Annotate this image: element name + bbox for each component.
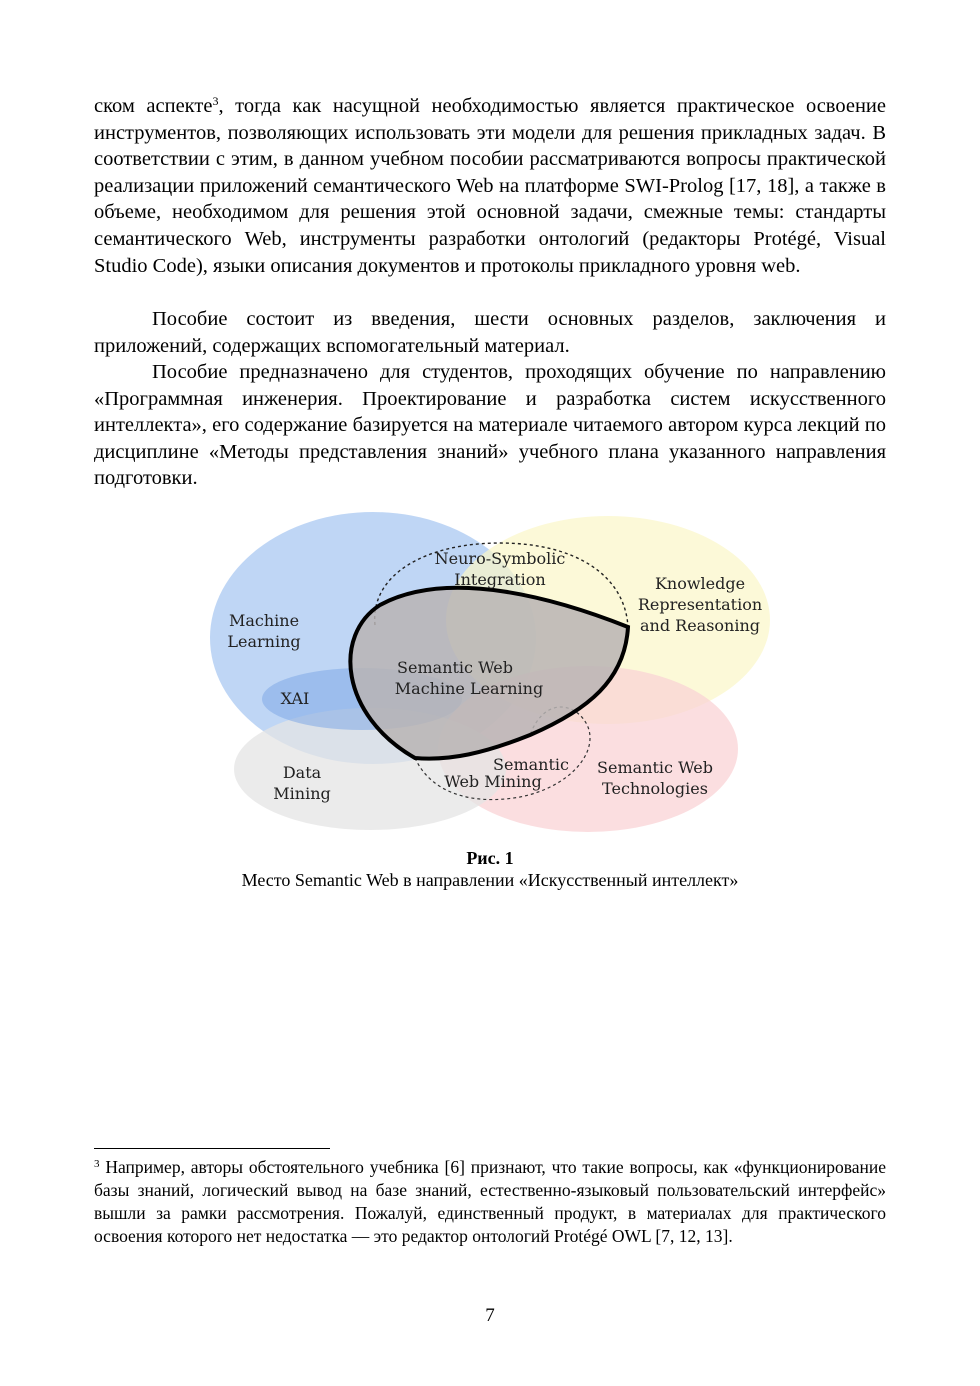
venn-figure: [200, 505, 780, 840]
figure-caption-subtitle: Место Semantic Web в направлении «Искусственный интеллект»: [241, 870, 739, 890]
label-swml-2: Machine Learning: [394, 679, 544, 698]
venn-diagram: [200, 505, 780, 840]
figure-caption-title: Рис. 1: [466, 848, 514, 868]
label-sw-mining-1: Semantic: [493, 755, 569, 774]
paragraph-1-start: ском аспекте: [94, 95, 213, 117]
label-swml-1: Semantic Web: [397, 658, 513, 677]
label-krr-3: and Reasoning: [639, 616, 761, 635]
label-data-mining-2: Mining: [273, 784, 331, 803]
label-xai: XAI: [280, 689, 310, 708]
label-sw-technologies-2: Technologies: [602, 779, 708, 798]
footnote-separator: [94, 1148, 330, 1149]
paragraph-1: [94, 93, 886, 279]
label-data-mining-1: Data: [282, 763, 322, 782]
footnote-3: [94, 1156, 886, 1248]
label-krr-1: Knowledge: [654, 574, 746, 593]
label-sw-mining-2: Web Mining: [444, 772, 542, 791]
paragraph-3: Пособие предназначено для студентов, проходящих обучение по направлению «Программная инженерия. Проектирование и разработка систем искусственного интеллекта», его содержание базируется на материале читаемого автором курса лекций по дисциплине «Методы представления знаний» учебного плана указанного направления подготовки.: [94, 361, 886, 490]
footnote-ref-3[interactable]: 3: [212, 94, 219, 108]
label-sw-technologies-1: Semantic Web: [597, 758, 713, 777]
label-neuro-symbolic-1: Neuro-Symbolic: [434, 549, 566, 568]
label-krr-2: Representation: [637, 595, 763, 614]
paragraph-2: Пособие состоит из введения, шести основных разделов, заключения и приложений, содержащих вспомогательный материал.: [94, 308, 886, 357]
label-machine-learning-2: Learning: [227, 632, 301, 651]
footnote-text: Например, авторы обстоятельного учебника [6] признают, что такие вопросы, как «функционирование базы знаний, логический вывод на базе знаний, естественно-языковый пользовательский интерфейс» вышли за рамки рассмотрения. Пожалуй, единственный продукт, в материалах для практического освоения которого нет недостатка — это редактор онтологий Protégé OWL [7, 12, 13].: [94, 1157, 886, 1246]
page-number: 7: [485, 1305, 495, 1326]
paragraph-1-rest: , тогда как насущной необходимостью является практическое освоение инструментов, позволяющих использовать эти модели для решения прикладных задач. В соответствии с этим, в данном учебном пособии рассматриваются вопросы практической реализации приложений семантического Web на платформе SWI-Prolog [17, 18], а также в объеме, необходимом для решения этой основной задачи, смежные темы: стандарты семантического Web, инструменты разработки онтологий (редакторы Protégé, Visual Studio Code), языки описания документов и протоколы прикладного уровня web.: [94, 95, 886, 277]
label-machine-learning-1: Machine: [228, 611, 300, 630]
footnote-number: 3: [94, 1158, 100, 1170]
label-neuro-symbolic-2: Integration: [454, 570, 546, 589]
